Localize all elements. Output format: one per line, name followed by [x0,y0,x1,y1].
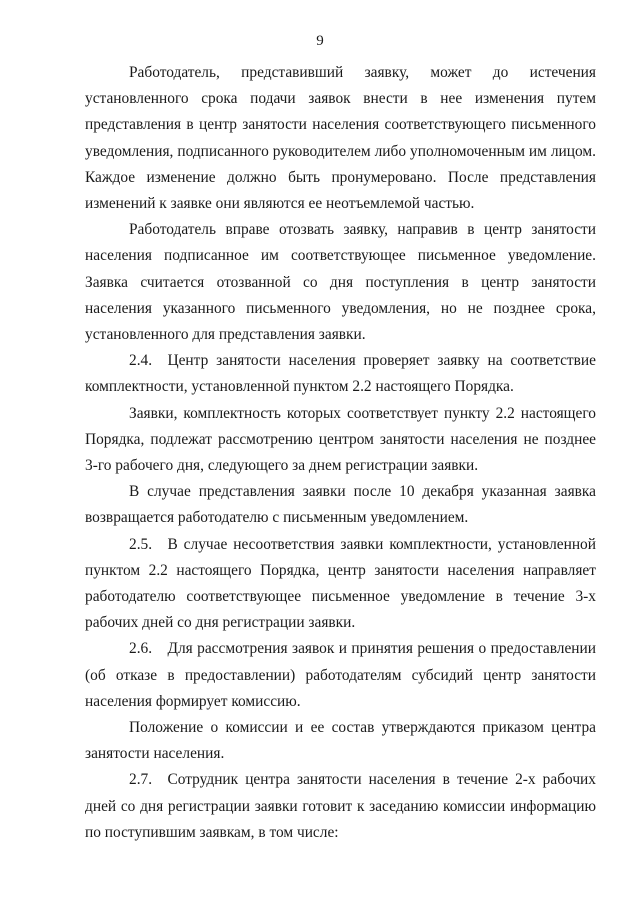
paragraph-2-4: 2.4. Центр занятости населения проверяет заявку на соответствие комплектности, установленной пунктом 2.2 настоящего Порядка. [85,352,596,396]
paragraph-withdrawal: Работодатель вправе отозвать заявку, направив в центр занятости населения подписанное им соответствующее письменное уведомление. Заявка считается отозванной со дня поступления в центр занятости населения указанного письменного уведомления, но не позднее срока, установленного для представления заявки. [85,221,596,344]
paragraph-late-submission: В случае представления заявки после 10 декабря указанная заявка возвращается работодателю с письменным уведомлением. [85,483,596,527]
paragraph-2-7: 2.7. Сотрудник центра занятости населения в течение 2-х рабочих дней со дня регистрации заявки готовит к заседанию комиссии информацию по поступившим заявкам, в том числе: [85,771,596,841]
document-body [85,60,596,846]
paragraph-commission: Положение о комиссии и ее состав утверждаются приказом центра занятости населения. [85,719,596,763]
page-number: 9 [316,33,324,49]
paragraph-amendment: Работодатель, представивший заявку, может до истечения установленного срока подачи заявок внести в нее изменения путем представления в центр занятости населения соответствующего письменного уведомления, подписанного руководителем либо уполномоченным им лицом. Каждое изменение должно быть пронумеровано. После представления изменений к заявке они являются ее неотъемлемой частью. [85,64,596,213]
paragraph-review-deadline: Заявки, комплектность которых соответствует пункту 2.2 настоящего Порядка, подлежат рассмотрению центром занятости населения не позднее 3-го рабочего дня, следующего за днем регистрации заявки. [85,404,596,475]
paragraph-2-6: 2.6. Для рассмотрения заявок и принятия решения о предоставлении (об отказе в предоставлении) работодателям субсидий центр занятости населения формирует комиссию. [85,640,596,710]
paragraph-2-5: 2.5. В случае несоответствия заявки комплектности, установленной пунктом 2.2 настоящего Порядка, центр занятости населения направляет работодателю соответствующее письменное уведомление в течение 3-х рабочих дней со дня регистрации заявки. [85,535,596,632]
